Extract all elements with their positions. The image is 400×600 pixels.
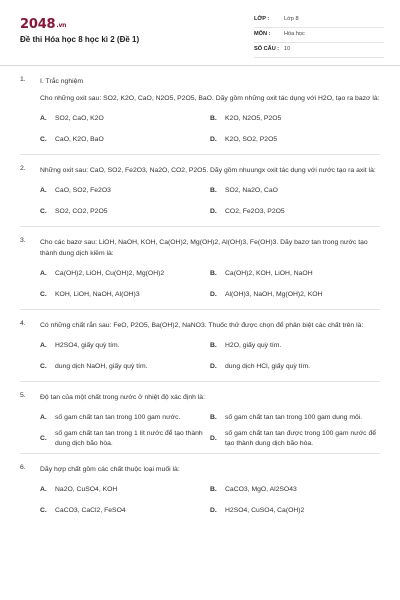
option-text: CaCO3, MgO, Al2SO43 [225, 485, 297, 493]
question-text: Độ tan của một chất trong nước ở nhiệt độ xác định là: [40, 394, 205, 401]
question-number: 4. [20, 320, 26, 327]
option-text: KOH, LiOH, NaOH, Al(OH)3 [55, 290, 140, 298]
meta-key: MÔN : [254, 31, 271, 37]
question-body [40, 237, 380, 305]
spacer [0, 454, 400, 464]
option-text: K2O, SO2, P2O5 [225, 135, 278, 143]
option-letter: D. [210, 435, 217, 442]
meta-key: SỐ CÂU : [254, 46, 280, 52]
question-body [40, 320, 380, 377]
answer-option-a[interactable] [40, 479, 210, 500]
option-letter: A. [40, 414, 47, 421]
option-letter: A. [40, 115, 47, 122]
option-letter: D. [210, 136, 217, 143]
option-letter: A. [40, 342, 47, 349]
option-letter: D. [210, 291, 217, 298]
answer-options [40, 335, 380, 377]
question-5 [20, 392, 380, 449]
option-text: CaO, K2O, BaO [55, 135, 104, 143]
question-list [0, 76, 400, 521]
question-1 [20, 76, 380, 150]
option-text: Ca(OH)2, KOH, LiOH, NaOH [225, 269, 313, 277]
answer-option-b[interactable] [210, 263, 380, 284]
meta-value: 10 [284, 46, 291, 52]
meta-class [254, 13, 384, 28]
option-text: số gam chất tan tan trong 1 lít nước để tạo thành dung dịch bão hòa. [55, 429, 203, 447]
option-text: Ca(OH)2, LiOH, Cu(OH)2, Mg(OH)2 [55, 269, 165, 277]
answer-option-b[interactable] [210, 479, 380, 500]
option-text: Na2O, CuSO4, KOH [55, 485, 118, 493]
question-6 [20, 464, 380, 521]
question-text: Dãy hợp chất gồm các chất thuộc loại muối là: [40, 466, 180, 473]
spacer [0, 310, 400, 320]
option-letter: D. [210, 363, 217, 370]
spacer [0, 382, 400, 392]
option-letter: C. [40, 136, 47, 143]
option-letter: C. [40, 291, 47, 298]
answer-option-d[interactable] [210, 284, 380, 305]
option-letter: A. [40, 270, 47, 277]
answer-option-a[interactable] [40, 263, 210, 284]
option-text: dung dịch NaOH, giấy quỳ tím. [55, 362, 148, 370]
option-text: SO2, CaO, K2O [55, 114, 104, 122]
answer-option-d[interactable] [210, 500, 380, 521]
answer-option-c[interactable] [40, 356, 210, 377]
option-letter: D. [210, 507, 217, 514]
option-letter: B. [210, 414, 217, 421]
meta-subject [254, 28, 384, 43]
meta-question-count [254, 43, 384, 58]
option-text: CO2, Fe2O3, P2O5 [225, 207, 285, 215]
option-letter: B. [210, 187, 217, 194]
question-number: 2. [20, 165, 26, 172]
answer-option-c[interactable] [40, 284, 210, 305]
option-letter: A. [40, 187, 47, 194]
option-letter: C. [40, 435, 47, 442]
option-text: SO2, Na2O, CaO [225, 186, 278, 194]
question-number: 6. [20, 464, 26, 471]
answer-option-b[interactable] [210, 407, 380, 428]
answer-options [40, 407, 380, 449]
answer-options [40, 180, 380, 222]
logo-text: 2048 [20, 17, 56, 32]
answer-options [40, 479, 380, 521]
option-text: H2SO4, giấy quỳ tím. [55, 341, 120, 349]
option-letter: D. [210, 208, 217, 215]
option-text: H2SO4, CuSO4, Ca(OH)2 [225, 506, 305, 514]
option-text: CaO, SO2, Fe2O3 [55, 186, 111, 194]
option-letter: B. [210, 115, 217, 122]
answer-option-d[interactable] [210, 356, 380, 377]
question-4 [20, 320, 380, 377]
answer-option-a[interactable] [40, 180, 210, 201]
exam-meta [254, 13, 384, 58]
meta-value: Lớp 8 [284, 16, 299, 22]
option-letter: C. [40, 208, 47, 215]
answer-options [40, 263, 380, 305]
meta-value: Hóa học [284, 31, 305, 37]
option-text: Al(OH)3, NaOH, Mg(OH)2, KOH [225, 290, 323, 298]
question-number: 1. [20, 76, 26, 83]
meta-key: LỚP : [254, 16, 270, 22]
question-2 [20, 165, 380, 222]
spacer [0, 155, 400, 165]
answer-option-c[interactable] [40, 201, 210, 222]
option-text: H2O, giấy quỳ tím. [225, 341, 282, 349]
question-text: Cho các bazơ sau: LiOH, NaOH, KOH, Ca(OH)2, Mg(OH)2, Al(OH)3, Fe(OH)3. Dãy bazơ tan trong nước tạo thành dung dịch kiềm là: [40, 239, 368, 257]
option-text: số gam chất tan tan được trong 100 gam nước để tạo thành dung dịch bão hòa. [225, 429, 377, 447]
question-number: 5. [20, 392, 26, 399]
option-text: số gam chất tan tan trong 100 gam dung môi. [225, 413, 363, 421]
option-letter: B. [210, 486, 217, 493]
answer-option-a[interactable] [40, 108, 210, 129]
option-letter: C. [40, 507, 47, 514]
answer-option-b[interactable] [210, 335, 380, 356]
option-text: SO2, CO2, P2O5 [55, 207, 108, 215]
question-text: Cho những oxit sau: SO2, K2O, CaO, N2O5, P2O5, BaO. Dãy gồm những oxit tác dụng với H2O, tạo ra bazơ là: [40, 95, 380, 102]
exam-header [0, 0, 400, 66]
question-text: Những oxit sau: CaO, SO2, Fe2O3, Na2O, CO2, P2O5. Dãy gồm nhuungx oxit tác dụng với nước tạo ra axit là: [40, 167, 376, 174]
exam-title: Đề thi Hóa học 8 học kì 2 (Đề 1) [20, 35, 140, 44]
answer-option-c[interactable] [40, 428, 210, 449]
answer-option-a[interactable] [40, 335, 210, 356]
option-text: CaCO3, CaCl2, FeSO4 [55, 506, 126, 514]
answer-option-b[interactable] [210, 108, 380, 129]
answer-option-d[interactable] [210, 129, 380, 150]
answer-option-c[interactable] [40, 500, 210, 521]
question-body [40, 392, 380, 449]
answer-option-d[interactable] [210, 428, 380, 449]
option-text: K2O, N2O5, P2O5 [225, 114, 282, 122]
site-logo[interactable] [20, 17, 66, 32]
logo-suffix: .vn [56, 22, 67, 29]
option-letter: C. [40, 363, 47, 370]
option-text: số gam chất tan tan trong 100 gam nước. [55, 413, 181, 421]
question-number: 3. [20, 237, 26, 244]
answer-option-b[interactable] [210, 180, 380, 201]
section-title: I. Trắc nghiệm [40, 78, 84, 85]
option-letter: A. [40, 486, 47, 493]
answer-option-a[interactable] [40, 407, 210, 428]
question-body [40, 464, 380, 521]
option-text: dung dịch HCl, giấy quỳ tím. [225, 362, 311, 370]
question-text: Có những chất rắn sau: FeO, P2O5, Ba(OH)2, NaNO3. Thuốc thử được chọn để phân biệt các chất trên là: [40, 322, 364, 329]
question-body [40, 76, 380, 150]
answer-options [40, 108, 380, 150]
answer-option-c[interactable] [40, 129, 210, 150]
answer-option-d[interactable] [210, 201, 380, 222]
option-letter: B. [210, 342, 217, 349]
question-3 [20, 237, 380, 305]
option-letter: B. [210, 270, 217, 277]
spacer [0, 227, 400, 237]
question-body [40, 165, 380, 222]
